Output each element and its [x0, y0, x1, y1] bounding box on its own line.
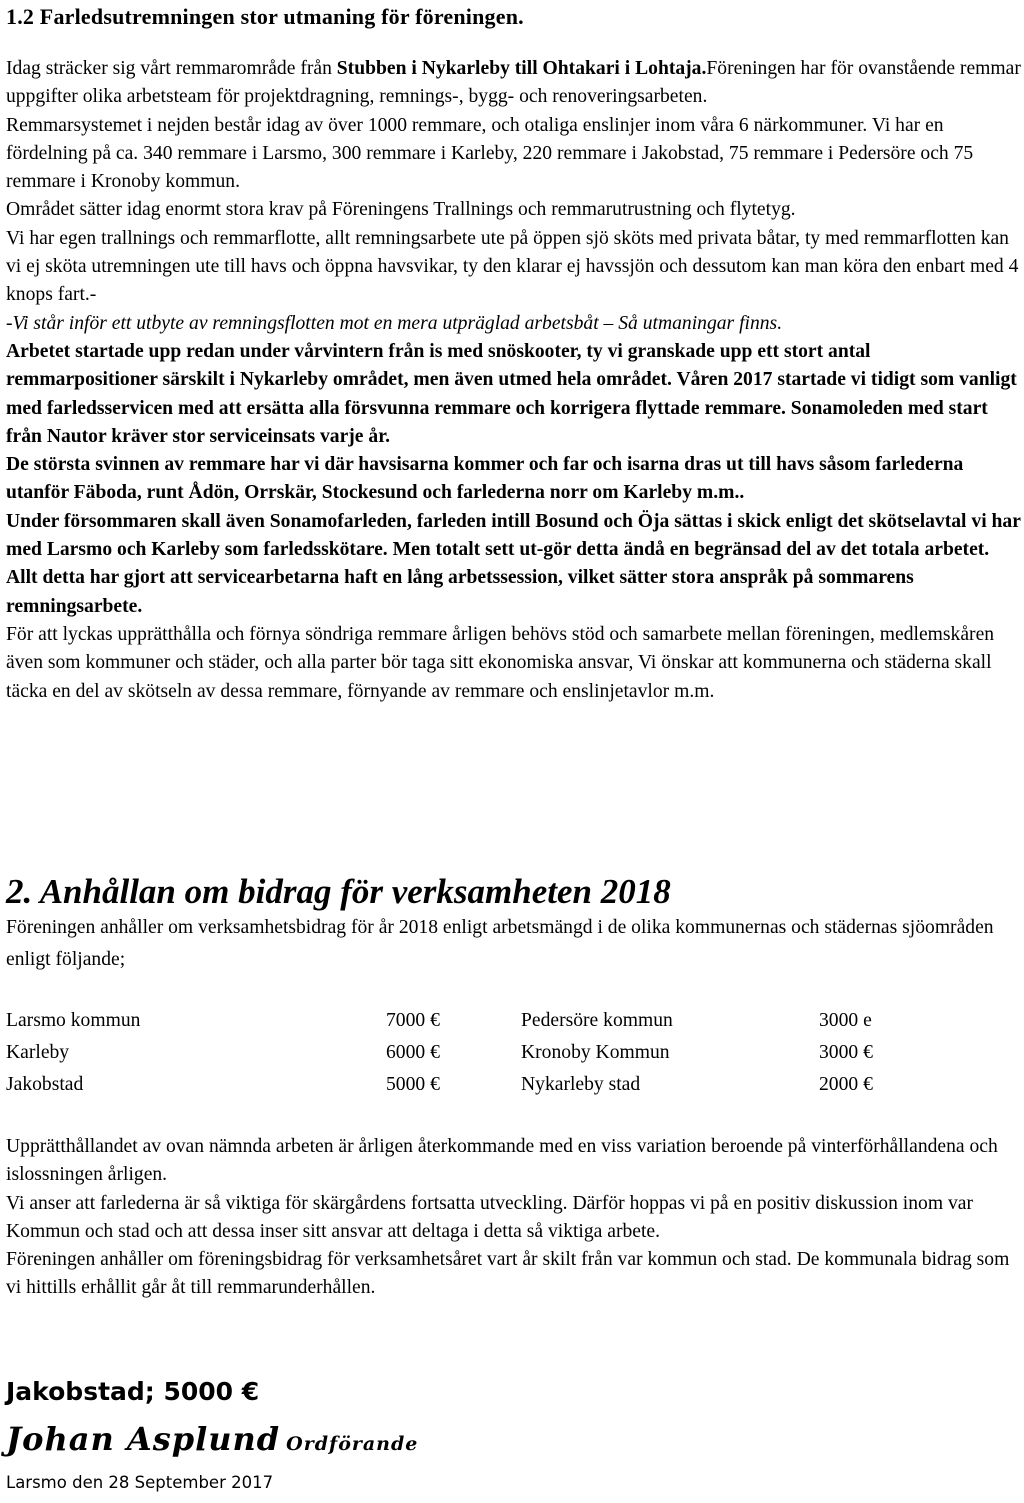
paragraph-losses: De största svinnen av remmare har vi där havsisarna kommer och far och isarna dras ut till havs såsom farlederna utanför Fäboda, runt Ådön, Orrskär, Stockesund och farlederna norr om Karleby m.m..	[6, 454, 964, 504]
municipality-name: Karleby	[6, 1042, 70, 1063]
municipality-name: Nykarleby stad	[521, 1074, 641, 1095]
paragraph-annual-work: Upprätthållandet av ovan nämnda arbeten är årligen återkommande med en viss variation beroende på vinterförhållandena och islossningen årligen.	[6, 1136, 998, 1186]
municipality-name: Larsmo kommun	[6, 1010, 141, 1031]
place-and-date: Larsmo den 28 September 2017	[6, 1473, 274, 1492]
signature-title: Ordförande	[286, 1433, 419, 1455]
grant-amount: 2000 €	[819, 1074, 873, 1095]
paragraph-equipment-demand: Området sätter idag enormt stora krav på Föreningens Trallnings och remmarutrustning och flytetyg.	[6, 199, 796, 221]
area-range-text: Stubben i Nykarleby till Ohtakari i Lohtaja.	[336, 58, 707, 79]
grant-request-intro: Föreningen anhåller om verksamhetsbidrag för år 2018 enligt arbetsmängd i de olika kommunernas och städernas sjöområden enligt följande;	[6, 917, 994, 970]
paragraph-summer-work: Under försommaren skall även Sonamofarleden, farleden intill Bosund och Öja sättas i skick enligt det skötselavtal vi har med Larsmo och Karleby som farledsskötare. Men totalt sett ut-gör detta ändå en begränsad del av det totala arbetet. Allt detta har gjort att servicearbetarna haft en lång arbetssession, vilket sätter stora anspråk på sommarens remningsarbete.	[6, 510, 1021, 617]
municipality-name: Jakobstad	[6, 1074, 84, 1095]
section-1-heading: 1.2 Farledsutremningen stor utmaning för föreningen.	[6, 4, 524, 29]
grant-amount: 6000 €	[386, 1042, 440, 1063]
municipality-name: Pedersöre kommun	[521, 1010, 673, 1031]
paragraph-importance: Vi anser att farlederna är så viktiga för skärgårdens fortsatta utveckling. Därför hoppas vi på en positiv diskussion inom var Kommun och stad och att dessa inser sitt ansvar att deltaga i detta så viktiga arbete.	[6, 1192, 973, 1242]
area-intro-text: Idag sträcker sig vårt remmarområde från	[6, 58, 337, 79]
grant-amount: 5000 €	[386, 1074, 440, 1095]
grant-amount: 3000 e	[819, 1010, 872, 1031]
signature-name: Johan Asplund	[6, 1420, 281, 1458]
section-1-body	[6, 55, 1022, 706]
paragraph-boat-replacement: -Vi står inför ett utbyte av remningsflotten mot en mera utpräglad arbetsbåt – Så utmaningar finns.	[6, 312, 783, 334]
paragraph-work-started: Arbetet startade upp redan under vårvintern från is med snöskooter, ty vi granskade upp ett stort antal remmarpositioner särskilt i Nykarleby området, men även utmed hela området. Våren 2017 startade vi tidigt som vanligt med farledsservicen med att ersätta alla försvunna remmare och korrigera flyttade remmare. Sonamoleden med start från Nautor kräver stor serviceinsats varje år.	[6, 340, 1017, 447]
municipality-name: Kronoby Kommun	[521, 1042, 670, 1063]
area-teams-text: Föreningen har för ovanstående remmar uppgifter olika arbetsteam för projektdragning, remnings-, bygg- och renoveringsarbeten.	[6, 58, 1021, 108]
closing-text	[6, 1133, 1022, 1303]
grant-amount: 3000 €	[819, 1042, 873, 1063]
paragraph-area-intro	[6, 55, 1022, 112]
paragraph-system-size: Remmarsystemet i nejden består idag av över 1000 remmare, och otaliga enslinjer inom våra 6 närkommuner. Vi har en fördelning på ca. 340 remmare i Larsmo, 300 remmare i Karleby, 220 remmare i Jakobstad, 75 remmare i Pedersöre och 75 remmare i Kronoby kommun.	[6, 114, 974, 193]
signature	[6, 1420, 418, 1458]
paragraph-funding-need: För att lyckas upprätthålla och förnya söndriga remmare årligen behövs stöd och samarbete mellan föreningen, medlemskåren även som kommuner och städer, och alla parter bör taga sitt ekonomiska ansvar, Vi önskar att kommunerna och städerna skall täcka en del av skötseln av dessa remmare, förnyande av remmare och enslinjetavlor m.m.	[6, 623, 995, 702]
section-2-heading: 2. Anhållan om bidrag för verksamheten 2018	[6, 872, 671, 911]
requested-amount: Jakobstad; 5000 €	[6, 1377, 260, 1406]
grant-amount: 7000 €	[386, 1010, 440, 1031]
paragraph-separate-grant: Föreningen anhåller om föreningsbidrag för verksamhetsåret vart år skilt från var kommun och stad. De kommunala bidrag som vi hittills erhållit går åt till remmarunderhållen.	[6, 1249, 1010, 1299]
paragraph-raft-limits: Vi har egen trallnings och remmarflotte, allt remningsarbete ute på öppen sjö sköts med privata båtar, ty med remmarflotten kan vi ej sköta utremningen ute till havs och öppna havsvikar, ty den klarar ej havssjön och dessutom kan man köra den enbart med 4 knops fart.-	[6, 227, 1019, 306]
